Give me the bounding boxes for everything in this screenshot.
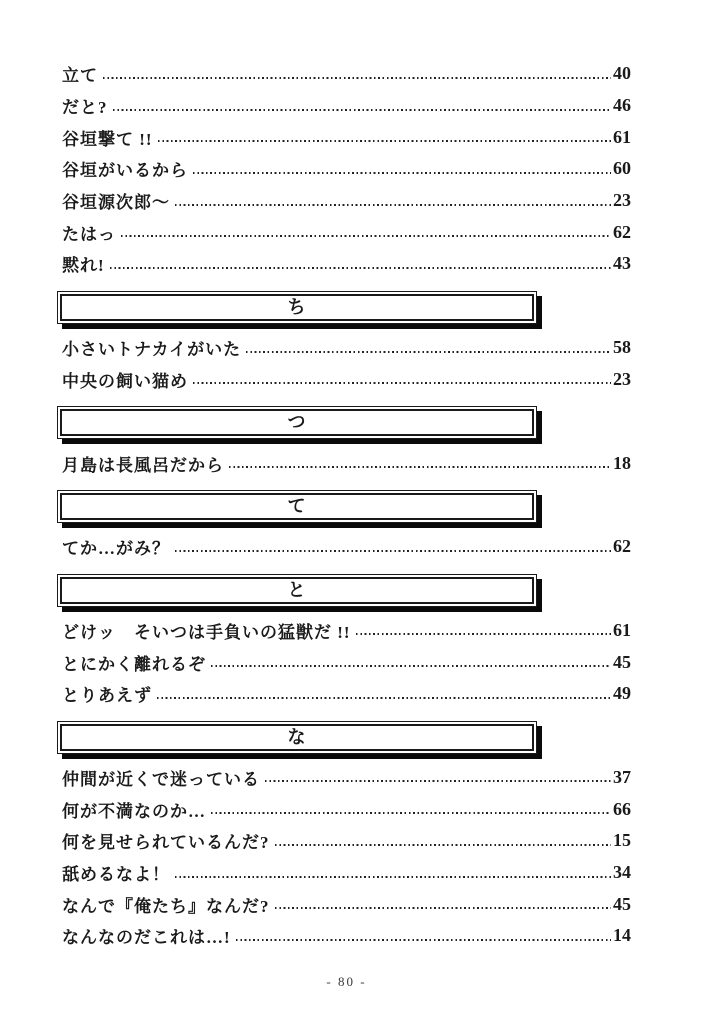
entry-title: 黙れ! <box>62 256 105 276</box>
entry-title: 谷垣がいるから <box>62 161 188 181</box>
dot-leader <box>175 876 611 878</box>
entry-title: 谷垣撃て !! <box>62 129 153 149</box>
index-entry <box>62 447 631 479</box>
entry-page-number: 45 <box>613 651 631 672</box>
index-content <box>62 58 631 952</box>
index-entry <box>62 825 631 857</box>
dot-leader <box>275 844 612 846</box>
section-header-box <box>57 406 537 439</box>
section-header-label: つ <box>60 409 534 436</box>
dot-leader <box>157 697 611 699</box>
index-entry <box>62 888 631 920</box>
entry-page-number: 23 <box>613 190 631 211</box>
entry-page-number: 60 <box>613 158 631 179</box>
section-header-label: て <box>60 493 534 520</box>
index-entry <box>62 364 631 396</box>
entry-title: なんなのだこれは…! <box>62 928 231 948</box>
dot-leader <box>275 907 612 909</box>
index-entry <box>62 185 631 217</box>
entry-page-number: 45 <box>613 893 631 914</box>
index-section <box>62 58 631 280</box>
entry-title: 谷垣源次郎〜 <box>62 193 170 213</box>
section-header-label: ち <box>60 294 534 321</box>
index-section <box>62 291 631 395</box>
entry-title: とりあえず <box>62 686 152 706</box>
dot-leader <box>110 267 611 269</box>
entry-page-number: 62 <box>613 221 631 242</box>
entry-page-number: 46 <box>613 95 631 116</box>
section-entries <box>62 58 631 280</box>
entry-title: 何が不満なのか… <box>62 801 206 821</box>
entry-page-number: 14 <box>613 925 631 946</box>
entry-page-number: 34 <box>613 862 631 883</box>
entry-title: どけッ そいつは手負いの猛獣だ !! <box>62 622 351 642</box>
dot-leader <box>265 780 611 782</box>
index-entry <box>62 678 631 710</box>
entry-title: たはっ <box>62 224 116 244</box>
section-header-label: と <box>60 577 534 604</box>
entry-page-number: 40 <box>613 63 631 84</box>
index-section <box>62 406 631 479</box>
index-entry <box>62 121 631 153</box>
entry-title: 何を見せられているんだ? <box>62 833 270 853</box>
index-entry <box>62 762 631 794</box>
entry-page-number: 18 <box>613 452 631 473</box>
entry-page-number: 49 <box>613 683 631 704</box>
index-section <box>62 574 631 710</box>
entry-page-number: 23 <box>613 368 631 389</box>
dot-leader <box>175 204 611 206</box>
index-section <box>62 721 631 952</box>
entry-page-number: 61 <box>613 126 631 147</box>
entry-title: 中央の飼い猫め <box>62 371 188 391</box>
index-entry <box>62 531 631 563</box>
section-header-label: な <box>60 724 534 751</box>
entry-title: なんで『俺たち』なんだ? <box>62 896 270 916</box>
index-entry <box>62 920 631 952</box>
section-header-box <box>57 574 537 607</box>
dot-leader <box>158 140 611 142</box>
index-entry <box>62 646 631 678</box>
dot-leader <box>103 77 611 79</box>
dot-leader <box>246 351 611 353</box>
entry-page-number: 15 <box>613 830 631 851</box>
entry-title: だと? <box>62 98 108 118</box>
section-entries <box>62 531 631 563</box>
dot-leader <box>175 550 611 552</box>
entry-title: 舐めるなよ！ <box>62 865 170 885</box>
index-entry <box>62 216 631 248</box>
section-entries <box>62 447 631 479</box>
dot-leader <box>356 633 611 635</box>
index-entry <box>62 58 631 90</box>
entry-page-number: 66 <box>613 798 631 819</box>
index-entry <box>62 90 631 122</box>
entry-page-number: 58 <box>613 337 631 358</box>
section-header-box <box>57 490 537 523</box>
section-header-box <box>57 291 537 324</box>
section-entries <box>62 762 631 952</box>
entry-page-number: 37 <box>613 766 631 787</box>
entry-title: とにかく離れるぞ <box>62 654 206 674</box>
dot-leader <box>113 109 612 111</box>
entry-title: てか…がみ？ <box>62 539 170 559</box>
dot-leader <box>193 382 611 384</box>
index-entry <box>62 793 631 825</box>
dot-leader <box>229 466 611 468</box>
dot-leader <box>193 172 611 174</box>
entry-page-number: 43 <box>613 253 631 274</box>
section-entries <box>62 615 631 710</box>
index-entry <box>62 615 631 647</box>
page-number-footer: - 80 - <box>326 974 367 989</box>
entry-page-number: 61 <box>613 619 631 640</box>
index-section <box>62 490 631 563</box>
dot-leader <box>236 939 611 941</box>
dot-leader <box>211 812 611 814</box>
index-entry <box>62 248 631 280</box>
section-header-box <box>57 721 537 754</box>
entry-title: 仲間が近くで迷っている <box>62 769 260 789</box>
index-entry <box>62 153 631 185</box>
entry-title: 立て <box>62 66 98 86</box>
index-entry <box>62 857 631 889</box>
entry-title: 月島は長風呂だから <box>62 455 224 475</box>
dot-leader <box>121 235 611 237</box>
entry-title: 小さいトナカイがいた <box>62 340 242 360</box>
index-entry <box>62 332 631 364</box>
entry-page-number: 62 <box>613 536 631 557</box>
dot-leader <box>211 665 611 667</box>
section-entries <box>62 332 631 395</box>
